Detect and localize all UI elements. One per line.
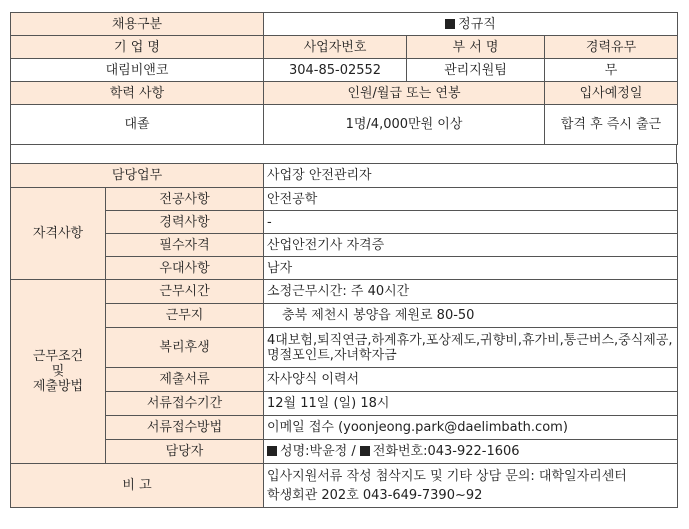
employment-type-label: 채용구분 — [11, 13, 264, 36]
education-value: 대졸 — [11, 105, 264, 145]
welfare-label: 복리후생 — [106, 328, 264, 368]
method-value: 이메일 접수 (yoonjeong.park@daelimbath.com) — [264, 416, 678, 440]
deadline-label: 서류접수기간 — [106, 392, 264, 416]
remarks-value — [264, 464, 678, 508]
education-label: 학력 사항 — [11, 82, 264, 105]
required-cert-label: 필수자격 — [106, 234, 264, 257]
contact-label: 담당자 — [106, 440, 264, 464]
welfare-value: 4대보험,퇴직연금,하계휴가,포상제도,귀향비,휴가비,통근버스,중식제공,명절포인트,자녀학자금 — [264, 328, 678, 368]
employment-type-cell — [264, 13, 678, 36]
conditions-group-line2: 및 — [51, 364, 65, 379]
headcount-salary-label: 인원/월급 또는 연봉 — [264, 82, 545, 105]
start-date-label: 입사예정일 — [545, 82, 678, 105]
conditions-group-line3: 제출방법 — [32, 379, 84, 394]
preference-label: 우대사항 — [106, 257, 264, 280]
job-summary-table — [10, 12, 678, 145]
duty-value: 사업장 안전관리자 — [264, 164, 678, 188]
remarks-label: 비 고 — [11, 464, 264, 508]
contact-value — [264, 440, 678, 464]
experience-label: 경력유무 — [545, 36, 678, 59]
major-label: 전공사항 — [106, 188, 264, 211]
location-value: 충북 제천시 봉양읍 제원로 80-50 — [264, 304, 678, 328]
black-square-icon — [267, 446, 277, 456]
preference-value: 남자 — [264, 257, 678, 280]
black-square-icon — [445, 19, 455, 29]
major-value: 안전공학 — [264, 188, 678, 211]
start-date-value: 합격 후 즉시 출근 — [545, 105, 678, 145]
documents-value: 자사양식 이력서 — [264, 368, 678, 392]
career-label: 경력사항 — [106, 211, 264, 234]
business-no-label: 사업자번호 — [264, 36, 407, 59]
employment-type-value: 정규직 — [458, 16, 496, 32]
black-square-icon — [360, 446, 370, 456]
company-label: 기 업 명 — [11, 36, 264, 59]
work-hours-value: 소정근무시간: 주 40시간 — [264, 280, 678, 304]
contact-phone: 전화번호:043-922-1606 — [372, 444, 520, 459]
deadline-value: 12월 11일 (일) 18시 — [264, 392, 678, 416]
method-label: 서류접수방법 — [106, 416, 264, 440]
headcount-salary-value: 1명/4,000만원 이상 — [264, 105, 545, 145]
table-gap — [10, 145, 677, 163]
remarks-line2: 학생회관 202호 043-649-7390~92 — [267, 487, 483, 503]
duty-label: 담당업무 — [11, 164, 264, 188]
department-label: 부 서 명 — [407, 36, 545, 59]
company-value: 대림비앤코 — [11, 59, 264, 82]
experience-value: 무 — [545, 59, 678, 82]
required-cert-value: 산업안전기사 자격증 — [264, 234, 678, 257]
career-value: - — [264, 211, 678, 234]
qualification-group-label: 자격사항 — [11, 188, 106, 280]
job-detail-table — [10, 163, 678, 508]
work-hours-label: 근무시간 — [106, 280, 264, 304]
conditions-group-line1: 근무조건 — [32, 349, 84, 364]
business-no-value: 304-85-02552 — [264, 59, 407, 82]
conditions-group-label — [11, 280, 106, 464]
location-label: 근무지 — [106, 304, 264, 328]
remarks-line1: 입사지원서류 작성 첨삭지도 및 기타 상담 문의: 대학일자리센터 — [267, 468, 627, 484]
documents-label: 제출서류 — [106, 368, 264, 392]
contact-name: 성명:박윤정 / — [280, 444, 360, 459]
department-value: 관리지원팀 — [407, 59, 545, 82]
